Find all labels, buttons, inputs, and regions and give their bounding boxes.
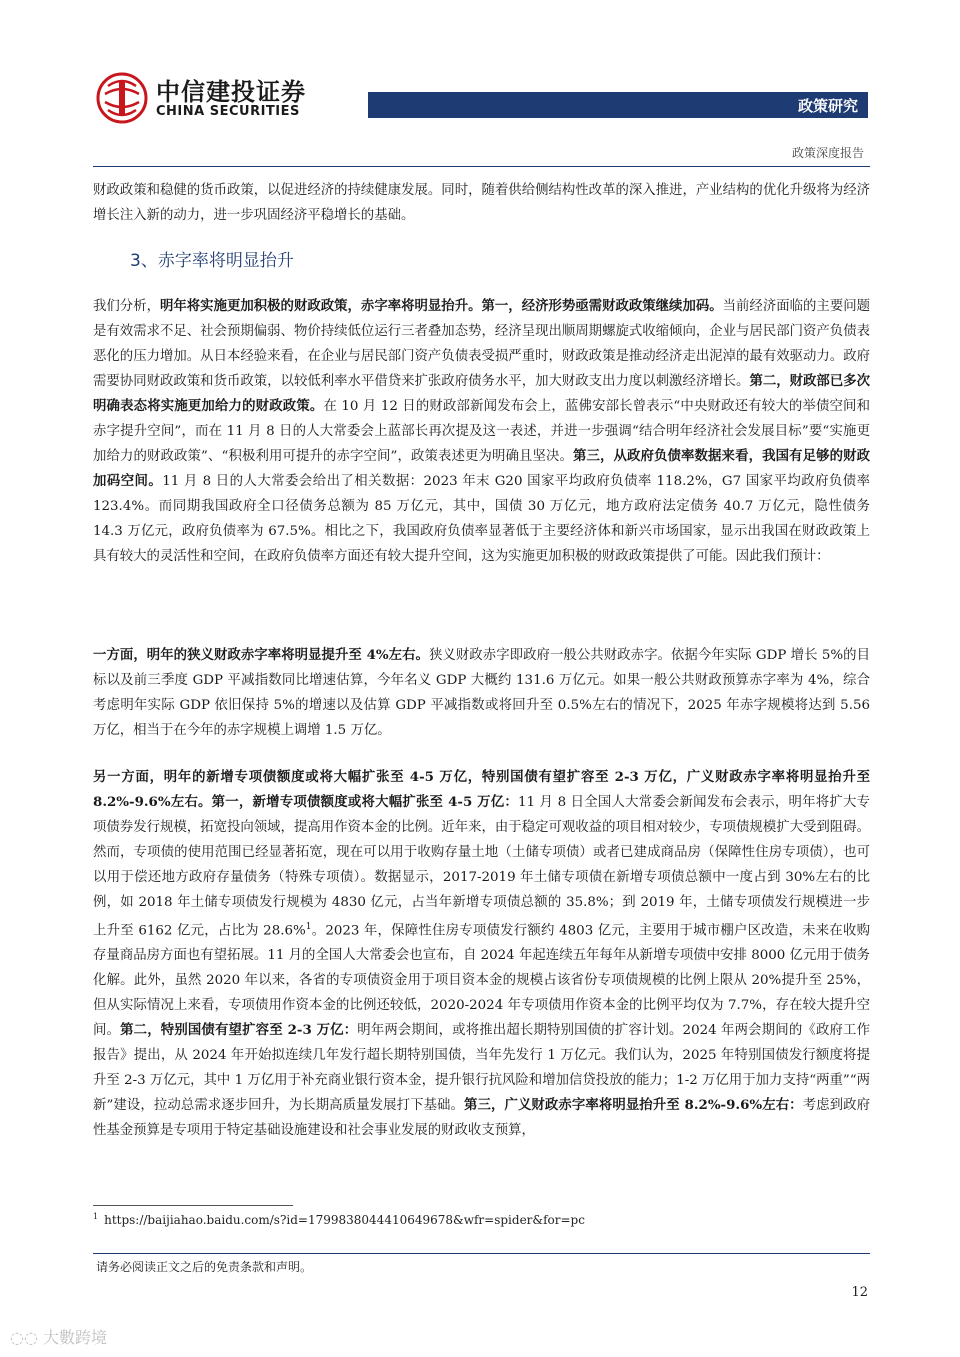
intro-paragraph <box>93 178 870 228</box>
para1-text-2: 在 10 月 12 日的财政部新闻发布会上，蓝佛安部长曾表示“中央财政还有较大的举债空间和赤字提升空间”，而在 11 月 8 日的人大常委会上蓝部长再次提及这一表述，并进一步强调“结合明年经济社会发展目标”要“实施更加给力的财政政策”、“积极利用可提升的赤字空间”，政策表述更为明确且坚决。 <box>93 399 871 464</box>
header-divider <box>93 166 870 167</box>
intro-text: 财政政策和稳健的货币政策，以促进经济的持续健康发展。同时，随着供给侧结构性改革的深入推进，产业结构的优化升级将为经济增长注入新的动力，进一步巩固经济平稳增长的基础。 <box>93 183 870 223</box>
para3-bold-2: 第二，特别国债有望扩容至 2-3 万亿： <box>120 1022 358 1039</box>
watermark <box>10 1325 107 1348</box>
para3-bold-1: 另一方面，明年的新增专项债额度或将大幅扩张至 4-5 万亿，特别国债有望扩容至 2-3 万亿，广义财政赤字率将明显抬升至 8.2%-9.6%左右。第一，新增专项债额度或将大幅扩张至 4-5 万亿： <box>93 769 870 810</box>
report-type: 政策深度报告 <box>791 146 864 160</box>
para1-text-3: 11 月 8 日的人大常委会给出了相关数据：2023 年末 G20 国家平均政府负债率 118.2%，G7 国家平均政府负债率 123.4%。而同期我国政府全口径债务总额为 85 万亿元，其中，国债 30 万亿元，地方政府法定债务 40.7 万亿元，隐性债务 14.3 万亿元，政府负债率为 67.5%。相比之下，我国政府负债率显著低于主要经济体和新兴市场国家，显示出我国在财政政策上具有较大的灵活性和空间，在政府负债率方面还有较大提升空间，这为实施更加积极的财政政策提供了可能。因此我们预计： <box>93 474 871 564</box>
category-bar <box>368 92 868 118</box>
para3-bold-3: 第三，广义财政赤字率将明显抬升至 8.2%-9.6%左右： <box>464 1097 803 1114</box>
paragraph-2 <box>93 643 870 743</box>
paragraph-1 <box>93 294 870 569</box>
paragraph-3 <box>93 765 870 1143</box>
footnote-link[interactable]: https://baijiahao.baidu.com/s?id=1799838044410649678&wfr=spider&for=pc <box>104 1213 585 1227</box>
para3-text-1: 11 月 8 日全国人大常委会新闻发布会表示，明年将扩大专项债券发行规模，拓宽投向领域，提高用作资本金的比例。近年来，由于稳定可观收益的项目相对较少，专项债规模扩大受到阻碍。然而，专项债的使用范围已经显著拓宽，现在可以用于收购存量土地（土储专项债）或者已建成商品房（保障性住房专项债），也可以用于偿还地方政府存量债务（特殊专项债）。数据显示，2017-2019 年土储专项债在新增专项债总额中一度占到 30%左右的比例，如 2018 年土储专项债发行规模为 4830 亿元，占当年新增专项债总额的 35.8%；到 2019 年，土储专项债发行规模进一步上升至 6162 亿元，占比为 28.6% <box>93 795 870 939</box>
watermark-text: 大數跨境 <box>43 1328 108 1347</box>
brand-name-en: CHINA SECURITIES <box>156 104 300 119</box>
para3-text-4: 考虑到政府性基金预算是专项用于特定基础设施建设和社会事业发展的财政收支预算， <box>93 1098 870 1139</box>
para1-bold-1: 明年将实施更加积极的财政政策，赤字率将明显抬升。第一，经济形势亟需财政政策继续加码。 <box>159 298 723 314</box>
para3-text-3: 明年两会期间，或将推出超长期特别国债的扩容计划。2024 年两会期间的《政府工作报告》提出，从 2024 年开始拟连续几年发行超长期特别国债，当年先发行 1 万亿元。我们认为，2025 年特别国债发行额度将提升至 2-3 万亿元，其中 1 万亿用于补充商业银行资本金，提升银行抗风险和增加信贷投放的能力；1-2 万亿用于加力支持“两重”“两新”建设，拉动总需求逐步回升，为长期高质量发展打下基础。 <box>93 1023 870 1114</box>
para1-text-1: 当前经济面临的主要问题是有效需求不足、社会预期偏弱、物价持续低位运行三者叠加态势，经济呈现出顺周期螺旋式收缩倾向，企业与居民部门资产负债表恶化的压力增加。从日本经验来看，在企业与居民部门资产负债表受损严重时，财政政策是推动经济走出泥淖的最有效驱动力。政府需要协同财政政策和货币政策，以较低利率水平借贷来扩张政府债务水平，加大财政支出力度以刺激经济增长。 <box>93 299 870 389</box>
disclaimer: 请务必阅读正文之后的免责条款和声明。 <box>96 1260 313 1274</box>
para3-text-2: 。2023 年，保障性住房专项债发行额约 4803 亿元，主要用于城市棚户区改造，未来在收购存量商品房方面也有望拓展。11 月的全国人大常委会也宣布，自 2024 年起连续五年每年从新增专项债中安排 8000 亿元用于债务化解。此外，虽然 2020 年以来，各省的专项债资金用于项目资本金的规模占该省份专项债规模的比例上限从 20%提升至 25%，但从实际情况上来看，专项债用作资本金的比例还较低，2020-2024 年专项债用作资本金的比例平均仅为 7.7%，存在较大提升空间。 <box>93 923 870 1039</box>
footnote-mark: 1 <box>93 1212 99 1221</box>
watermark-chat-icon: ◌◌ <box>10 1328 44 1347</box>
footnote-reference[interactable]: 1 <box>305 922 312 932</box>
category-label: 政策研究 <box>797 97 858 115</box>
page-number: 12 <box>851 1285 868 1300</box>
para1-bold-3: 第三，从政府负债率数据来看，我国有足够的财政加码空间。 <box>93 448 870 489</box>
para1-bold-2: 第二，财政部已多次明确表态将实施更加给力的财政政策。 <box>93 373 871 414</box>
para2-text: 狭义财政赤字即政府一般公共财政赤字。依据今年实际 GDP 增长 5%的目标以及前三季度 GDP 平减指数同比增速估算，今年名义 GDP 大概约 131.6 万亿元。如果一般公共财政预算赤字率为 4%，综合考虑明年实际 GDP 依旧保持 5%的增速以及估算 GDP 平减指数或将回升至 0.5%左右的情况下，2025 年赤字规模将达到 5.56 万亿，相当于在今年的赤字规模上调增 1.5 万亿。 <box>93 648 870 738</box>
footnote <box>93 1212 585 1227</box>
footnote-divider <box>93 1205 293 1206</box>
para1-lead: 我们分析， <box>93 299 160 314</box>
para2-bold: 一方面，明年的狭义财政赤字率将明显提升至 4%左右。 <box>93 647 429 663</box>
brand-logo <box>96 70 306 126</box>
china-securities-logo-icon <box>96 72 148 124</box>
brand-name-cn: 中信建投证券 <box>156 78 306 106</box>
footer-divider <box>93 1253 870 1254</box>
section-title: 3、赤字率将明显抬升 <box>130 251 294 271</box>
